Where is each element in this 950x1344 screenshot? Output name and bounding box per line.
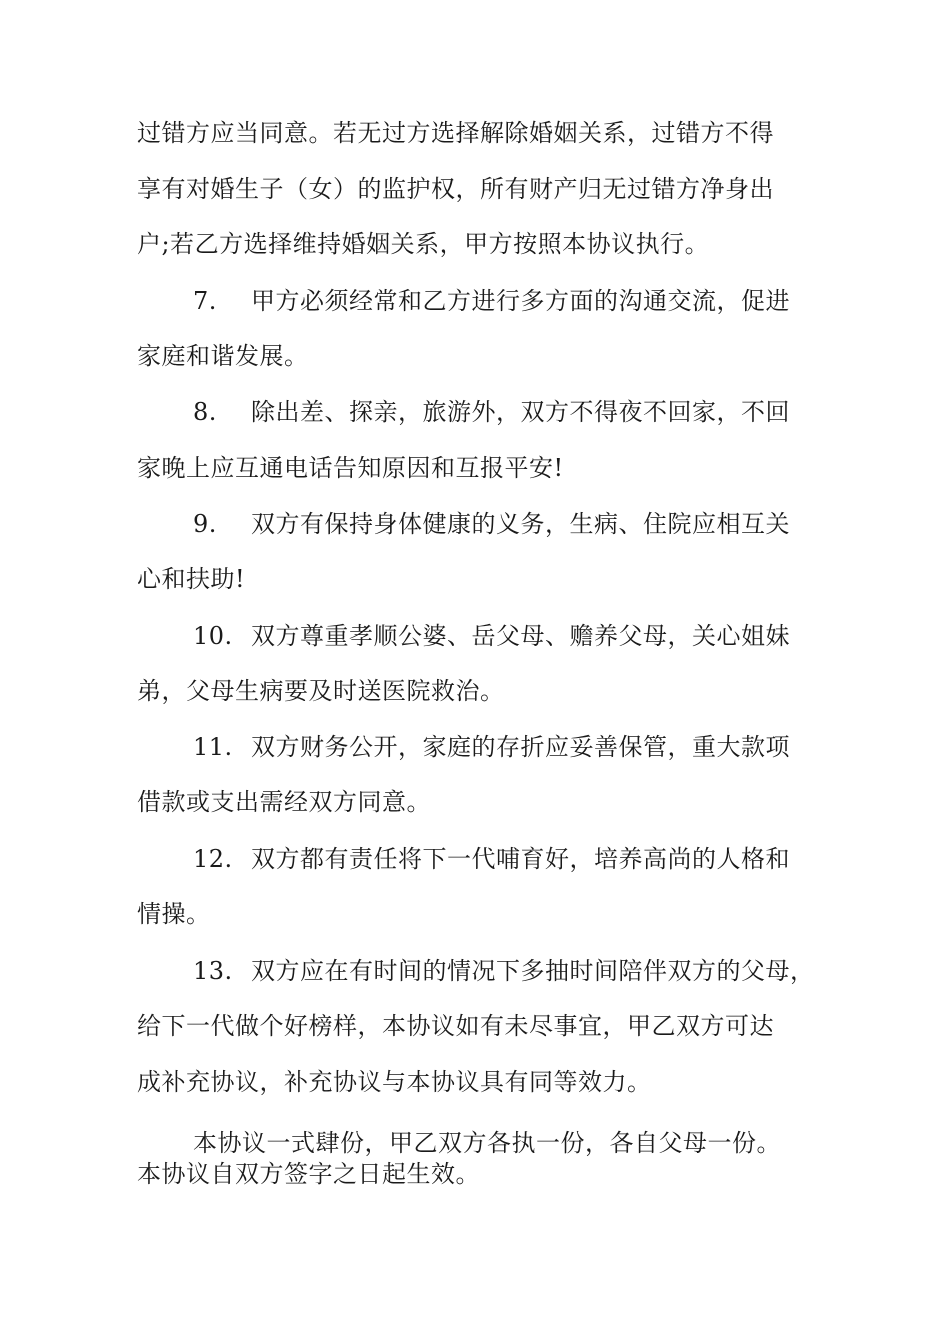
- paragraph-line: 享有对婚生子（女）的监护权，所有财产归无过错方净身出: [137, 175, 774, 203]
- closing-line: 本协议一式肆份，甲乙双方各执一份，各自父母一份。: [193, 1129, 781, 1157]
- paragraph-line: 过错方应当同意。若无过方选择解除婚姻关系，过错方不得: [137, 119, 774, 147]
- clause-number: 12.: [193, 845, 233, 873]
- clause-text: 双方应在有时间的情况下多抽时间陪伴双方的父母，: [251, 957, 815, 985]
- clause-number: 8.: [193, 398, 217, 426]
- clause-text: 双方财务公开，家庭的存折应妥善保管，重大款项: [251, 733, 790, 761]
- clause-text: 家庭和谐发展。: [137, 342, 309, 370]
- paragraph-line: 户;若乙方选择维持婚姻关系，甲方按照本协议执行。: [137, 230, 710, 258]
- clause-text: 双方尊重孝顺公婆、岳父母、赡养父母，关心姐妹: [251, 622, 790, 650]
- closing-line: 本协议自双方签字之日起生效。: [137, 1160, 480, 1188]
- clause-13: [193, 956, 815, 986]
- clause-number: 11.: [193, 733, 233, 761]
- clause-9: [193, 509, 790, 539]
- clause-12: [193, 844, 790, 874]
- clause-8: [193, 397, 790, 427]
- clause-text: 成补充协议，补充协议与本协议具有同等效力。: [137, 1068, 652, 1096]
- clause-number: 10.: [193, 622, 233, 650]
- clause-text: 心和扶助!: [137, 565, 246, 593]
- clause-text: 双方都有责任将下一代哺育好，培养高尚的人格和: [251, 845, 790, 873]
- clause-11: [193, 732, 790, 762]
- clause-number: 7.: [193, 287, 217, 315]
- clause-7: [193, 286, 790, 316]
- clause-text: 借款或支出需经双方同意。: [137, 788, 431, 816]
- clause-text: 情操。: [137, 900, 211, 928]
- clause-text: 给下一代做个好榜样，本协议如有未尽事宜，甲乙双方可达: [137, 1012, 774, 1040]
- clause-number: 9.: [193, 510, 217, 538]
- clause-number: 13.: [193, 957, 233, 985]
- clause-text: 双方有保持身体健康的义务，生病、住院应相互关: [251, 510, 790, 538]
- clause-10: [193, 621, 790, 651]
- clause-text: 家晚上应互通电话告知原因和互报平安!: [137, 454, 564, 482]
- clause-text: 弟，父母生病要及时送医院救治。: [137, 677, 505, 705]
- clause-text: 甲方必须经常和乙方进行多方面的沟通交流，促进: [251, 287, 790, 315]
- clause-text: 除出差、探亲，旅游外，双方不得夜不回家，不回: [251, 398, 790, 426]
